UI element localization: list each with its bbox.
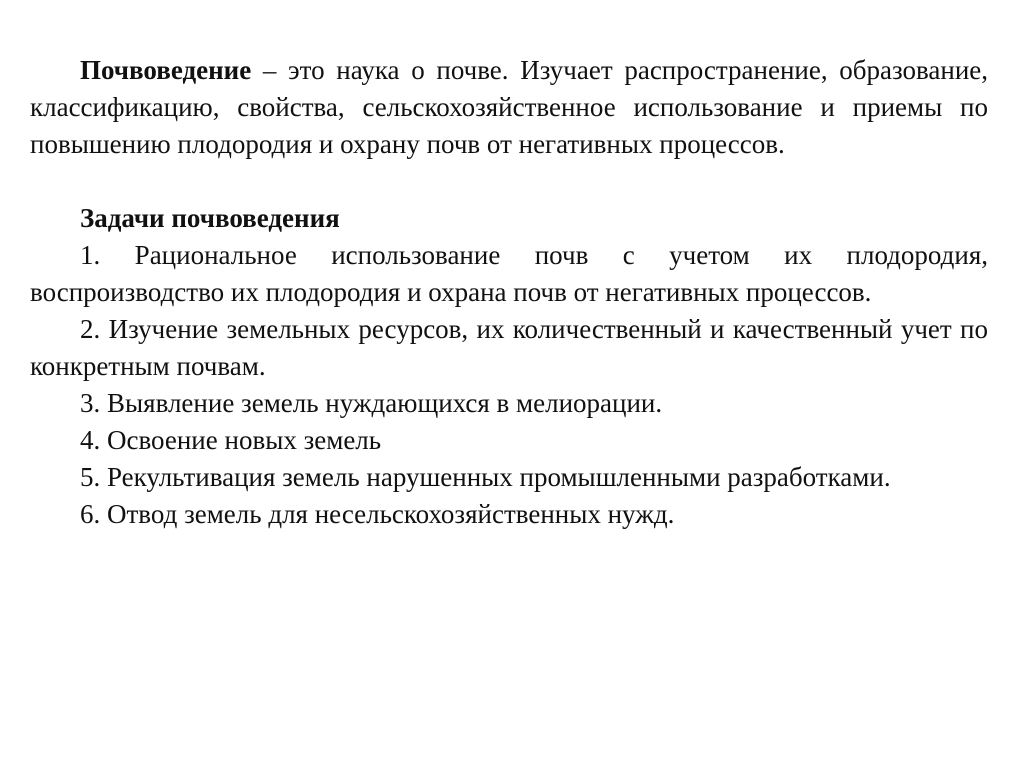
task-item-3: 3. Выявление земель нуждающихся в мелиорации. — [80, 388, 663, 418]
paragraph-spacer — [30, 163, 988, 200]
definition-paragraph — [30, 52, 988, 163]
task-item-4: 4. Освоение новых земель — [80, 425, 382, 455]
task-item-1: 1. Рациональное использование почв с учетом их плодородия, воспроизводство их плодородия и охрана почв от негативных процессов. — [30, 240, 988, 307]
definition-term: Почвоведение — [80, 55, 252, 85]
slide-content — [30, 52, 988, 533]
task-item-2: 2. Изучение земельных ресурсов, их количественный и качественный учет по конкретным почвам. — [30, 314, 988, 381]
tasks-heading: Задачи почвоведения — [80, 203, 340, 233]
definition-text: – это наука о почве. Изучает распространение, образование, классификацию, свойства, сельскохозяйственное использование и приемы по повышению плодородия и охрану почв от негативных процессов. — [30, 55, 988, 159]
task-item-6: 6. Отвод земель для несельскохозяйственных нужд. — [80, 499, 675, 529]
task-item-5: 5. Рекультивация земель нарушенных промышленными разработками. — [80, 462, 891, 492]
